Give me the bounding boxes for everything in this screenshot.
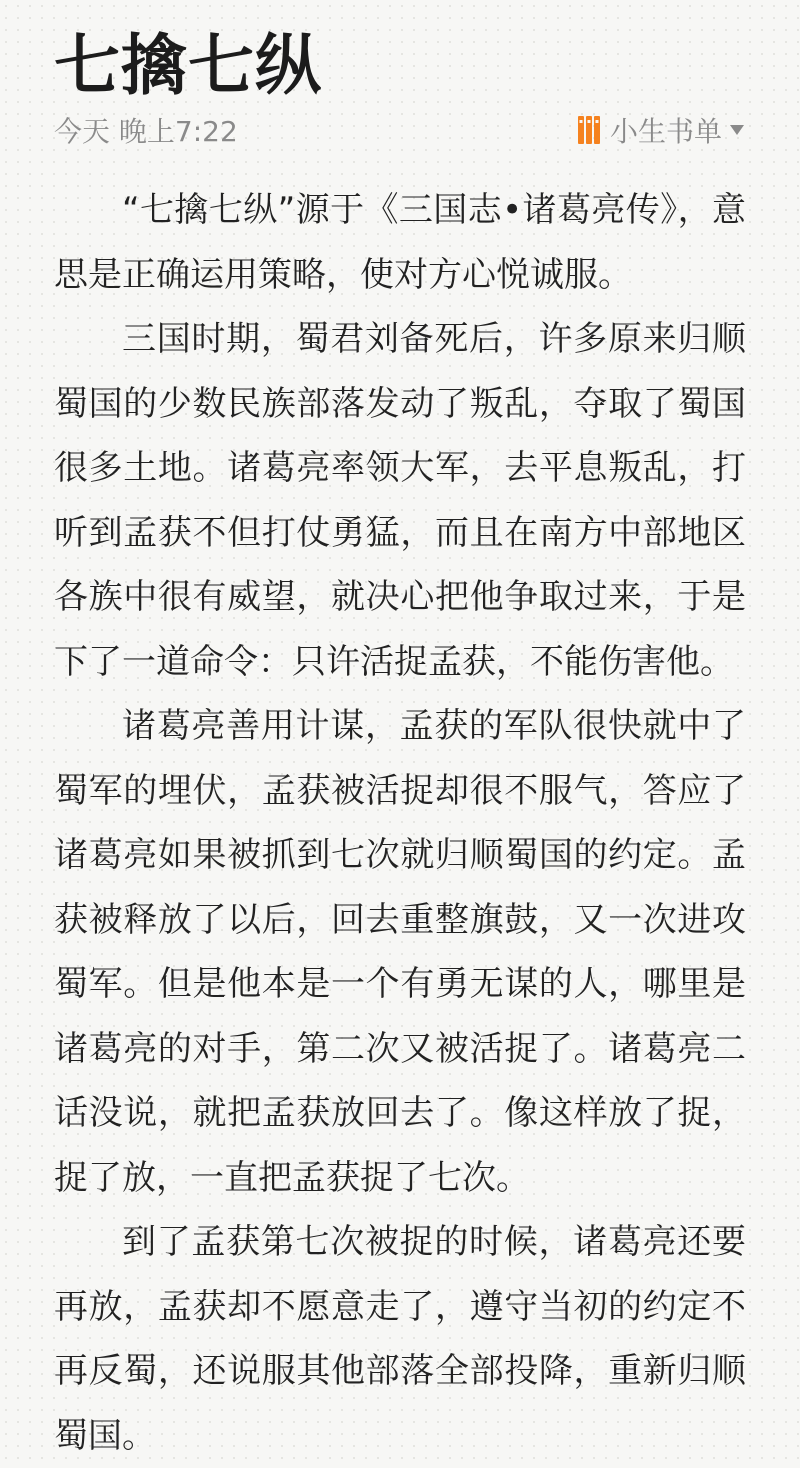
note-body [54,178,746,1468]
paragraph: 三国时期，蜀君刘备死后，许多原来归顺蜀国的少数民族部落发动了叛乱，夺取了蜀国很多土地。诸葛亮率领大军，去平息叛乱，打听到孟获不但打仗勇猛，而且在南方中部地区各族中很有威望，就决心把他争取过来，于是下了一道命令：只许活捉孟获，不能伤害他。 [54,319,746,682]
note-timestamp: 今天 晚上7:22 [54,115,238,148]
chevron-down-icon [730,125,744,135]
paragraph: 诸葛亮善用计谋，孟获的军队很快就中了蜀军的埋伏，孟获被活捉却很不服气，答应了诸葛亮如果被抓到七次就归顺蜀国的约定。孟获被释放了以后，回去重整旗鼓，又一次进攻蜀军。但是他本是一个有勇无谋的人，哪里是诸葛亮的对手，第二次又被活捉了。诸葛亮二话没说，就把孟获放回去了。像这样放了捉，捉了放，一直把孟获捉了七次。 [54,706,746,1198]
notebook-icon [578,115,602,145]
notebook-name: 小生书单 [609,115,722,148]
paragraph: 到了孟获第七次被捉的时候，诸葛亮还要再放，孟获却不愿意走了，遵守当初的约定不再反蜀，还说服其他部落全部投降，重新归顺蜀国。 [54,1222,746,1456]
paragraph: “七擒七纵”源于《三国志•诸葛亮传》，意思是正确运用策略，使对方心悦诚服。 [54,190,746,295]
note-title: 七擒七纵 [54,27,322,104]
notebook-selector[interactable] [578,110,744,150]
note-meta [54,108,744,152]
